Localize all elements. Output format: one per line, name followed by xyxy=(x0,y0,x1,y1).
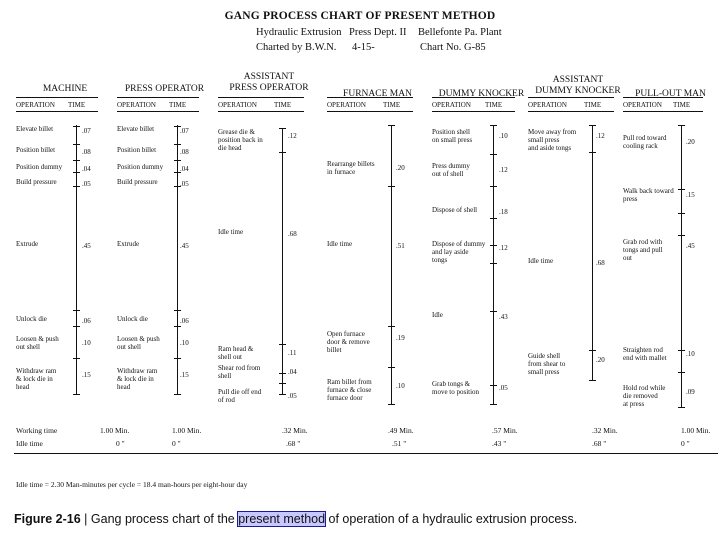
process-name: Hydraulic Extrusion xyxy=(256,27,342,38)
time-scale-tick xyxy=(279,152,286,153)
caption-separator: | xyxy=(80,512,91,526)
time-scale-tick xyxy=(388,125,395,126)
operation-item xyxy=(16,146,55,154)
operation-item xyxy=(117,240,139,248)
operation-text: die removed xyxy=(623,392,658,400)
operation-text: small press xyxy=(528,136,560,144)
time-scale-tick xyxy=(279,373,286,374)
operation-item xyxy=(16,367,56,391)
operation-time: .10 xyxy=(180,339,189,347)
totals-rule xyxy=(14,453,718,454)
operation-time: .20 xyxy=(596,356,605,364)
time-subheader: TIME xyxy=(169,101,187,109)
working-time-value: .49 Min. xyxy=(388,426,414,435)
operation-text: head xyxy=(117,383,131,391)
caption-text-end: of operation of a hydraulic extrusion process. xyxy=(325,512,578,526)
operation-time: .06 xyxy=(82,317,91,325)
idle-time-label: Idle time xyxy=(16,439,43,448)
operation-time: .08 xyxy=(82,148,91,156)
time-scale-tick xyxy=(490,311,497,312)
operation-item xyxy=(432,380,479,396)
operation-text: Loosen & push xyxy=(117,335,160,343)
operation-text: Idle xyxy=(432,311,443,319)
operation-item xyxy=(16,163,62,171)
time-subheader: TIME xyxy=(673,101,691,109)
header-rule xyxy=(327,111,413,112)
operation-text: Dispose of shell xyxy=(432,206,478,214)
operation-time: .10 xyxy=(499,132,508,140)
operation-time: .10 xyxy=(686,350,695,358)
operation-time: .15 xyxy=(686,191,695,199)
operation-time: .20 xyxy=(686,138,695,146)
idle-time-value: .68 " xyxy=(286,439,301,448)
time-scale-tick xyxy=(388,367,395,368)
idle-time-value: .51 " xyxy=(392,439,407,448)
operation-text: move to position xyxy=(432,388,480,396)
time-scale-tick xyxy=(73,326,80,327)
time-scale-tick xyxy=(174,326,181,327)
operation-text: Grab rod with xyxy=(623,238,663,246)
operation-item xyxy=(117,146,156,154)
operation-subheader: OPERATION xyxy=(327,101,366,109)
header-rule xyxy=(623,111,703,112)
operation-text: Build pressure xyxy=(117,178,158,186)
operation-time: .10 xyxy=(396,382,405,390)
idle-time-value: 0 " xyxy=(681,439,690,448)
operation-time: .04 xyxy=(288,368,297,376)
charted-by: Charted by B.W.N. xyxy=(256,42,337,53)
operation-time: .15 xyxy=(82,371,91,379)
operation-text: out shell xyxy=(16,343,40,351)
operation-time: .12 xyxy=(499,244,508,252)
operation-text: Dispose of dummy xyxy=(432,240,486,248)
operation-text: at press xyxy=(623,400,645,408)
operation-text: Position dummy xyxy=(16,163,63,171)
operation-text: on small press xyxy=(432,136,473,144)
operation-time: .45 xyxy=(686,242,695,250)
chart-date: 4-15- xyxy=(352,42,375,53)
time-scale-tick xyxy=(490,154,497,155)
operation-item xyxy=(432,162,470,178)
idle-time-value: 0 " xyxy=(172,439,181,448)
operation-text: cooling rack xyxy=(623,142,658,150)
department: Press Dept. II xyxy=(349,27,407,38)
operation-text: shell out xyxy=(218,353,242,361)
operation-text: Extrude xyxy=(117,240,140,248)
operation-item xyxy=(528,257,553,265)
operation-item xyxy=(218,128,263,152)
operation-text: Loosen & push xyxy=(16,335,59,343)
time-scale-tick xyxy=(678,407,685,408)
operation-item xyxy=(327,330,370,354)
operation-text: billet xyxy=(327,346,342,354)
idle-time-value: .43 " xyxy=(492,439,507,448)
operation-time: .06 xyxy=(180,317,189,325)
column-title: ASSISTANT xyxy=(552,75,604,85)
header-rule xyxy=(528,111,614,112)
operation-text: Unlock die xyxy=(117,315,148,323)
idle-time-summary: Idle time = 2.30 Man-minutes per cycle = 18.4 man-hours per eight-hour day xyxy=(16,480,248,489)
operation-time: .04 xyxy=(180,165,189,173)
column-title: MACHINE xyxy=(42,84,88,94)
operation-item xyxy=(218,364,260,380)
operation-time: .68 xyxy=(288,230,297,238)
time-scale-tick xyxy=(678,350,685,351)
operation-text: position back in xyxy=(218,136,263,144)
working-time-value: .57 Min. xyxy=(492,426,518,435)
column-title: DUMMY KNOCKER xyxy=(438,89,525,99)
time-scale-tick xyxy=(589,380,596,381)
time-scale-line xyxy=(282,128,283,395)
operation-subheader: OPERATION xyxy=(623,101,662,109)
operation-text: Position billet xyxy=(117,146,157,154)
working-time-value: .32 Min. xyxy=(282,426,308,435)
operation-subheader: OPERATION xyxy=(432,101,471,109)
time-scale-tick xyxy=(73,160,80,161)
column-title: FURNACE MAN xyxy=(343,89,412,99)
operation-time: .19 xyxy=(396,334,405,342)
operation-text: furnace door xyxy=(327,394,363,402)
time-scale-line xyxy=(177,125,178,395)
operation-text: Move away from xyxy=(528,128,577,136)
operation-item xyxy=(16,178,57,186)
time-scale-line xyxy=(681,125,682,407)
operation-text: tongs and pull xyxy=(623,246,663,254)
operation-text: Withdraw ram xyxy=(16,367,57,375)
time-scale-tick xyxy=(490,263,497,264)
operation-time: .43 xyxy=(499,313,508,321)
caption-text-start: Gang process chart of the xyxy=(90,512,239,526)
operation-text: Grab tongs & xyxy=(432,380,471,388)
operation-text: Straighten rod xyxy=(623,346,663,354)
time-scale-tick xyxy=(388,186,395,187)
column-title: PULL-OUT MAN xyxy=(635,89,706,99)
time-scale-tick xyxy=(73,126,80,127)
operation-item xyxy=(117,335,160,351)
working-time-value: .32 Min. xyxy=(592,426,618,435)
operation-text: Walk back toward xyxy=(623,187,674,195)
time-scale-tick xyxy=(174,160,181,161)
header-rule xyxy=(16,97,98,98)
operation-text: Position shell xyxy=(432,128,470,136)
operation-item xyxy=(327,160,375,176)
operation-text: out of shell xyxy=(432,170,464,178)
operation-text: out shell xyxy=(117,343,141,351)
operation-text: Guide shell xyxy=(528,352,561,360)
operation-time: .07 xyxy=(180,127,189,135)
operation-item xyxy=(16,240,38,248)
operation-time: .05 xyxy=(288,392,297,400)
caption-highlight: present method xyxy=(238,512,326,526)
operation-text: Position dummy xyxy=(117,163,164,171)
header-rule xyxy=(432,97,515,98)
operation-item xyxy=(623,134,667,150)
operation-item xyxy=(218,345,253,361)
operation-time: .12 xyxy=(499,166,508,174)
operation-text: Position billet xyxy=(16,146,56,154)
column-title: ASSISTANT xyxy=(243,72,295,82)
time-scale-tick xyxy=(73,172,80,173)
time-scale-tick xyxy=(174,310,181,311)
time-scale-tick xyxy=(174,394,181,395)
operation-subheader: OPERATION xyxy=(528,101,567,109)
time-subheader: TIME xyxy=(485,101,503,109)
time-subheader: TIME xyxy=(383,101,401,109)
operation-time: .45 xyxy=(82,242,91,250)
operation-text: Grease die & xyxy=(218,128,255,136)
operation-text: tongs xyxy=(432,256,448,264)
operation-item xyxy=(218,228,243,236)
operation-time: .05 xyxy=(180,180,189,188)
column-title: PRESS OPERATOR xyxy=(229,83,309,93)
operation-text: Rearrange billets xyxy=(327,160,375,168)
time-scale-tick xyxy=(279,394,286,395)
operation-item xyxy=(16,335,59,351)
operation-text: Unlock die xyxy=(16,315,47,323)
operation-text: die head xyxy=(218,144,242,152)
header-rule xyxy=(623,97,703,98)
operation-text: and aside tongs xyxy=(528,144,572,152)
time-scale-tick xyxy=(589,350,596,351)
operation-text: press xyxy=(623,195,638,203)
time-scale-tick xyxy=(73,186,80,187)
operation-item xyxy=(117,315,148,323)
operation-item xyxy=(117,178,158,186)
operation-time: .20 xyxy=(396,164,405,172)
operation-text: end with mallet xyxy=(623,354,667,362)
operation-text: Hold rod while xyxy=(623,384,666,392)
operation-item xyxy=(623,384,665,408)
operation-item xyxy=(327,378,372,402)
working-time-value: 1.00 Min. xyxy=(681,426,711,435)
operation-item xyxy=(623,346,667,362)
operation-text: from shear to xyxy=(528,360,566,368)
time-scale-tick xyxy=(678,235,685,236)
operation-text: Build pressure xyxy=(16,178,57,186)
operation-item xyxy=(16,315,47,323)
time-scale-tick xyxy=(678,213,685,214)
figure-caption xyxy=(14,512,577,526)
idle-time-value: .68 " xyxy=(592,439,607,448)
operation-item xyxy=(16,125,53,133)
operation-text: Press dummy xyxy=(432,162,470,170)
header-rule xyxy=(117,111,199,112)
operation-time: .05 xyxy=(82,180,91,188)
operation-time: .11 xyxy=(288,349,297,357)
operation-time: .45 xyxy=(180,242,189,250)
operation-text: in furnace xyxy=(327,168,356,176)
operation-text: Withdraw ram xyxy=(117,367,158,375)
operation-item xyxy=(528,128,576,152)
time-scale-tick xyxy=(388,326,395,327)
operation-item xyxy=(327,240,352,248)
operation-time: .08 xyxy=(180,148,189,156)
operation-text: and lay aside xyxy=(432,248,469,256)
working-time-value: 1.00 Min. xyxy=(172,426,202,435)
working-time-value: 1.00 Min. xyxy=(100,426,130,435)
operation-text: Idle time xyxy=(218,228,244,236)
operation-text: Pull rod toward xyxy=(623,134,667,142)
operation-subheader: OPERATION xyxy=(16,101,55,109)
operation-item xyxy=(218,388,261,404)
time-scale-tick xyxy=(279,344,286,345)
header-rule xyxy=(432,111,515,112)
operation-item xyxy=(117,163,163,171)
time-subheader: TIME xyxy=(68,101,86,109)
idle-time-value: 0 " xyxy=(116,439,125,448)
operation-text: Ram head & xyxy=(218,345,254,353)
time-scale-tick xyxy=(279,383,286,384)
time-scale-line xyxy=(493,125,494,404)
header-rule xyxy=(528,97,614,98)
operation-item xyxy=(432,240,485,264)
operation-item xyxy=(623,238,663,262)
time-scale-tick xyxy=(174,358,181,359)
operation-time: .09 xyxy=(686,388,695,396)
operation-time: .68 xyxy=(596,259,605,267)
operation-subheader: OPERATION xyxy=(117,101,156,109)
time-scale-tick xyxy=(678,372,685,373)
operation-time: .05 xyxy=(499,384,508,392)
time-scale-tick xyxy=(388,404,395,405)
operation-text: Shear rod from xyxy=(218,364,261,372)
operation-text: out xyxy=(623,254,632,262)
operation-text: Extrude xyxy=(16,240,39,248)
operation-item xyxy=(432,311,443,319)
header-rule xyxy=(117,97,199,98)
operation-item xyxy=(117,367,157,391)
time-scale-line xyxy=(391,125,392,404)
operation-text: door & remove xyxy=(327,338,370,346)
operation-time: .15 xyxy=(180,371,189,379)
header-rule xyxy=(16,111,98,112)
time-scale-tick xyxy=(490,218,497,219)
time-scale-tick xyxy=(678,125,685,126)
chart-title: GANG PROCESS CHART OF PRESENT METHOD xyxy=(224,10,496,22)
operation-item xyxy=(432,128,472,144)
operation-time: .12 xyxy=(596,132,605,140)
time-scale-tick xyxy=(490,245,497,246)
time-scale-tick xyxy=(73,144,80,145)
time-subheader: TIME xyxy=(274,101,292,109)
operation-text: shell xyxy=(218,372,232,380)
time-scale-tick xyxy=(678,189,685,190)
operation-text: of rod xyxy=(218,396,235,404)
operation-subheader: OPERATION xyxy=(218,101,257,109)
operation-text: head xyxy=(16,383,30,391)
time-scale-line xyxy=(76,125,77,395)
operation-text: & lock die in xyxy=(16,375,53,383)
operation-time: .12 xyxy=(288,132,297,140)
operation-text: Idle time xyxy=(327,240,353,248)
time-scale-tick xyxy=(490,385,497,386)
working-time-label: Working time xyxy=(16,426,58,435)
time-scale-tick xyxy=(490,404,497,405)
time-scale-tick xyxy=(73,310,80,311)
operation-text: Elevate billet xyxy=(117,125,155,133)
operation-time: .04 xyxy=(82,165,91,173)
operation-item xyxy=(528,352,565,376)
time-scale-tick xyxy=(589,152,596,153)
time-scale-tick xyxy=(490,125,497,126)
operation-item xyxy=(117,125,154,133)
time-scale-tick xyxy=(279,128,286,129)
time-scale-tick xyxy=(73,358,80,359)
operation-time: .18 xyxy=(499,208,508,216)
operation-text: small press xyxy=(528,368,560,376)
time-subheader: TIME xyxy=(584,101,602,109)
operation-time: .10 xyxy=(82,339,91,347)
operation-text: furnace & close xyxy=(327,386,372,394)
figure-number: Figure 2-16 xyxy=(14,512,81,526)
time-scale-tick xyxy=(73,394,80,395)
operation-item xyxy=(623,187,674,203)
operation-text: Elevate billet xyxy=(16,125,54,133)
column-title: PRESS OPERATOR xyxy=(124,84,205,94)
operation-time: .07 xyxy=(82,127,91,135)
column-title: DUMMY KNOCKER xyxy=(535,86,621,96)
plant: Bellefonte Pa. Plant xyxy=(418,27,502,38)
operation-text: & lock die in xyxy=(117,375,154,383)
operation-text: Ram billet from xyxy=(327,378,372,386)
header-rule xyxy=(218,111,304,112)
operation-text: Idle time xyxy=(528,257,554,265)
operation-text: Open furnace xyxy=(327,330,365,338)
time-scale-tick xyxy=(174,144,181,145)
operation-text: Pull die off end xyxy=(218,388,262,396)
operation-time: .51 xyxy=(396,242,405,250)
time-scale-tick xyxy=(589,125,596,126)
time-scale-line xyxy=(592,125,593,380)
header-rule xyxy=(327,97,413,98)
operation-item xyxy=(432,206,477,214)
header-rule xyxy=(218,97,304,98)
chart-number: Chart No. G-85 xyxy=(420,42,486,53)
time-scale-tick xyxy=(490,186,497,187)
